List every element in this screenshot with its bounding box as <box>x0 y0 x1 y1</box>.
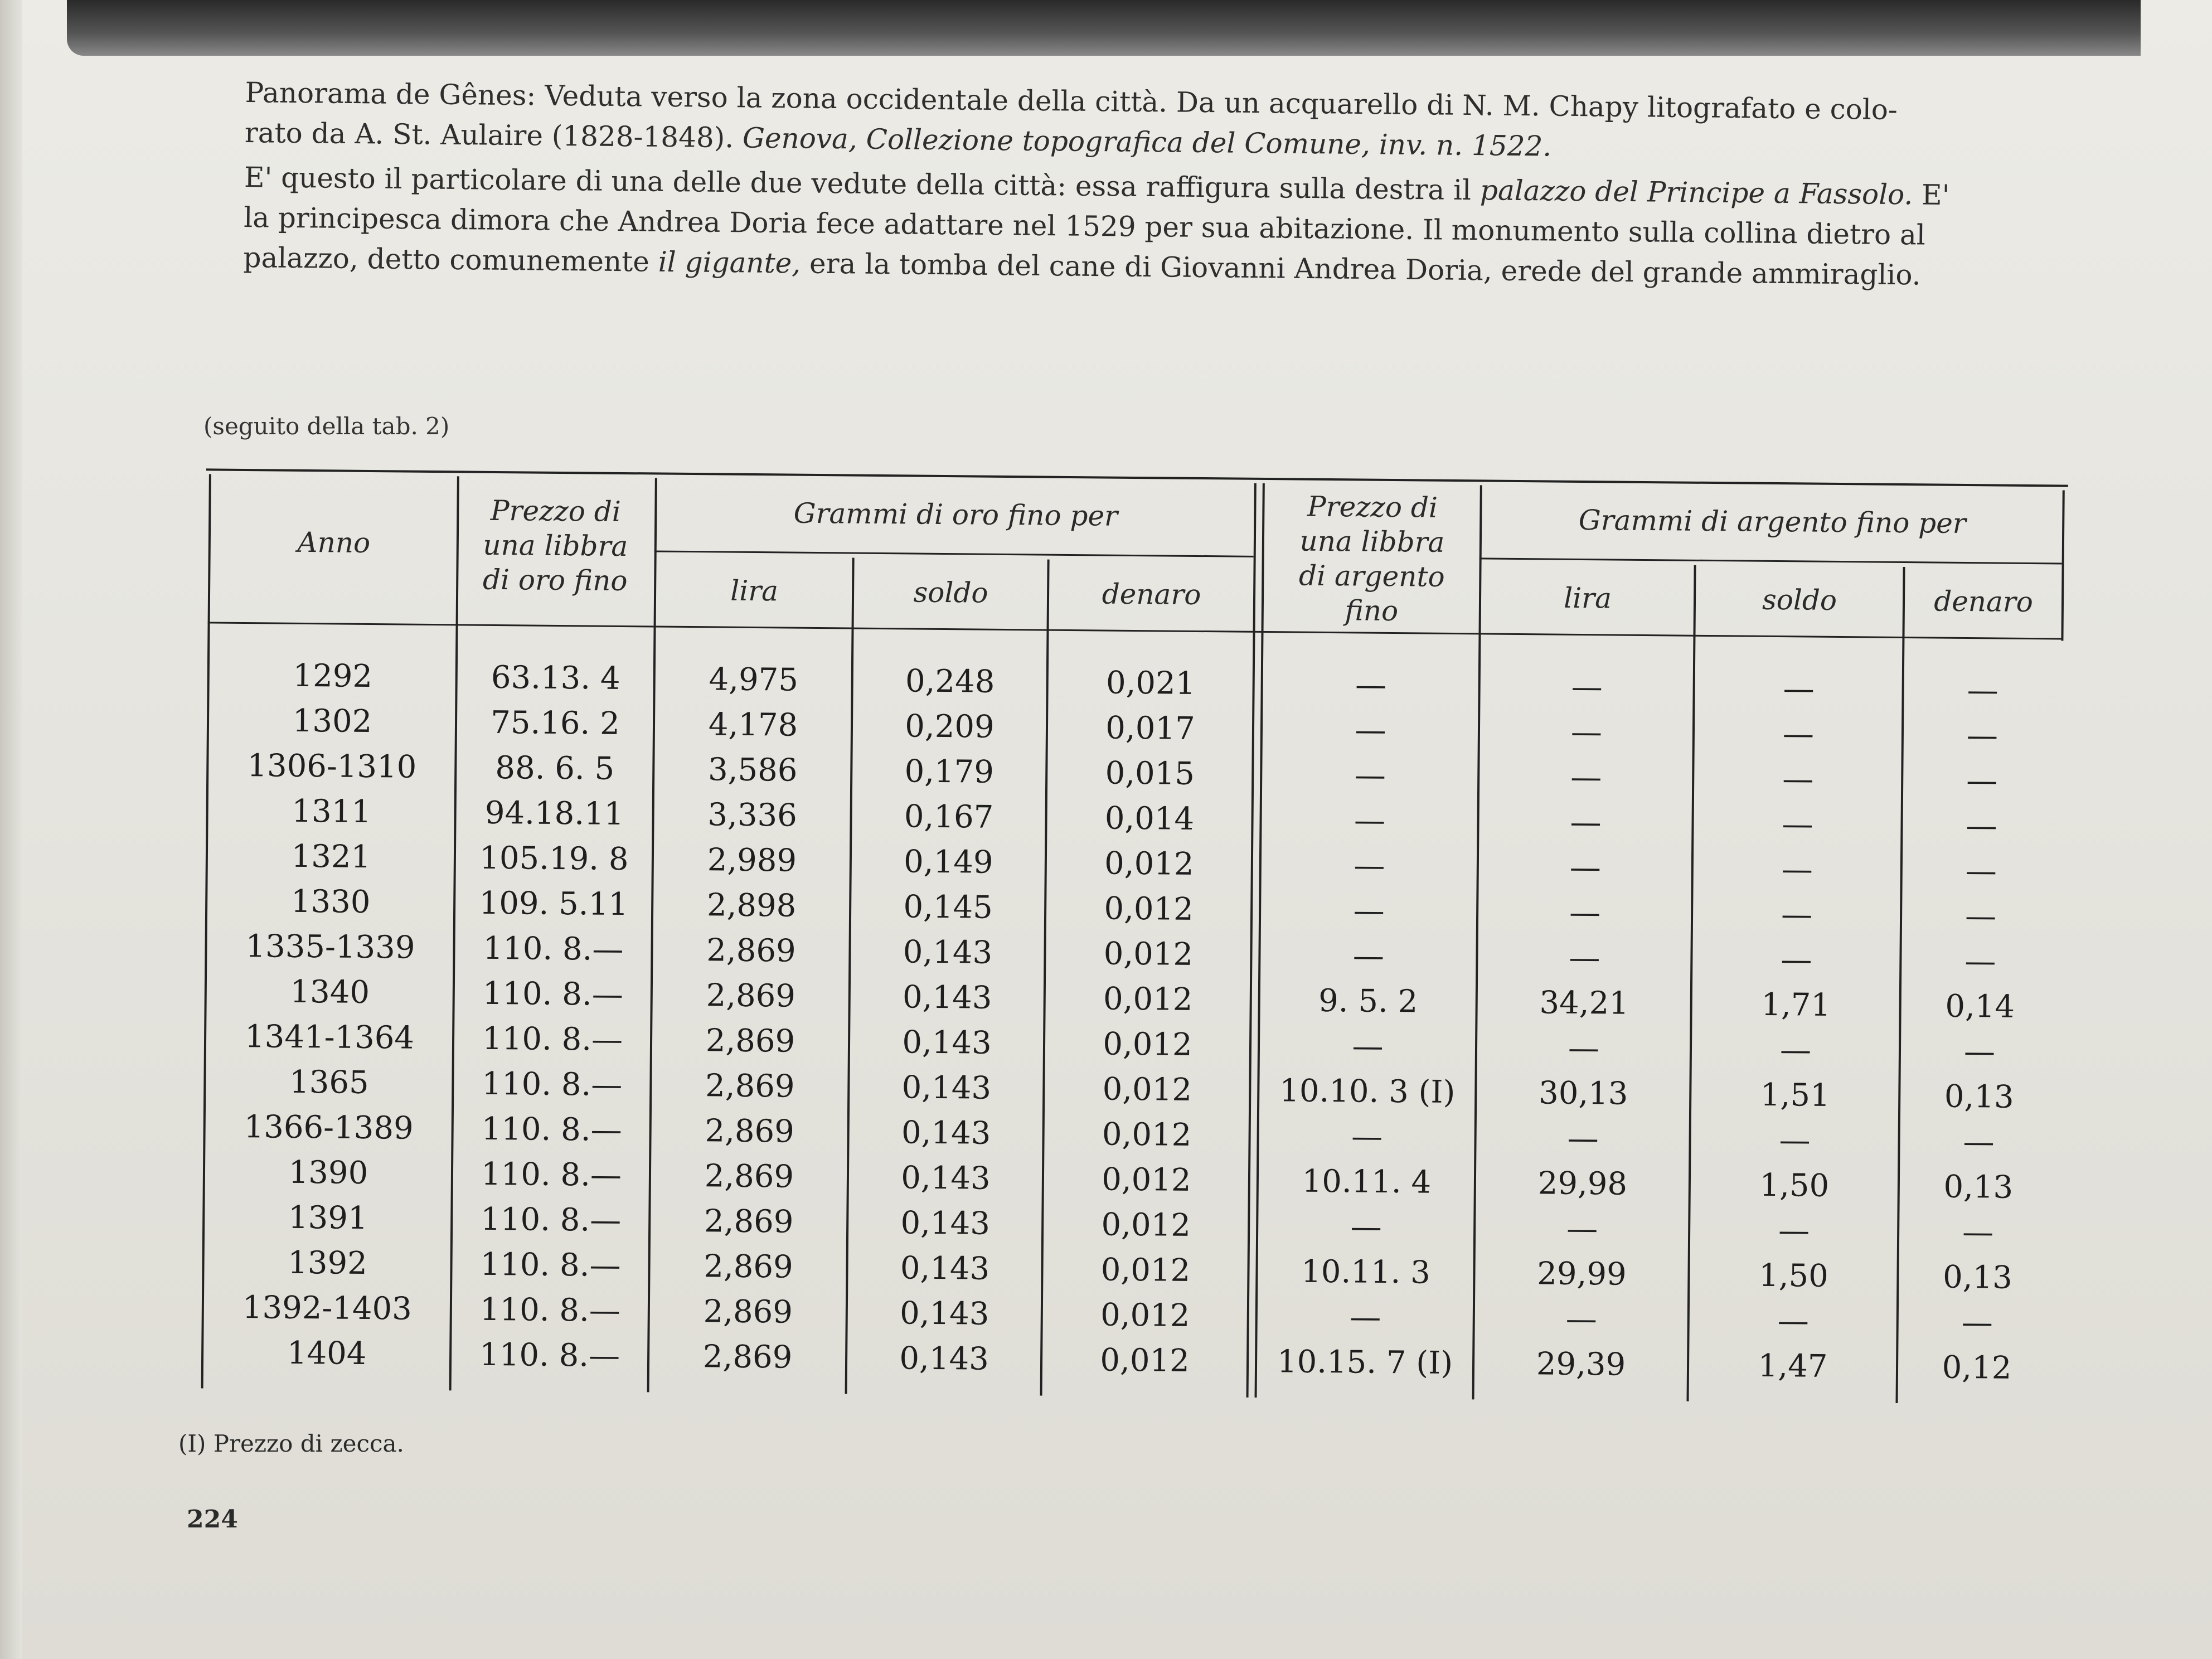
header-anno: Anno <box>297 526 371 560</box>
table-cell-gold_price: 110. 8.— <box>482 975 624 1013</box>
column-gold-denaro <box>1043 660 1253 1384</box>
table-cell-silver_lira: — <box>1565 1301 1598 1338</box>
table-cell-anno: 1292 <box>293 657 373 695</box>
table-cell-anno: 1366-1389 <box>244 1109 414 1147</box>
table-cell-gold_lira: 3,336 <box>707 797 798 834</box>
table-cell-anno: 1404 <box>287 1335 367 1372</box>
table-cell-gold_denaro: 0,012 <box>1101 1161 1191 1199</box>
table-cell-gold_denaro: 0,012 <box>1100 1342 1190 1379</box>
table-cell-anno: 1341-1364 <box>244 1018 415 1056</box>
table-cell-gold_denaro: 0,012 <box>1101 1206 1191 1244</box>
table-cell-silver_denaro: 0,12 <box>1942 1349 2012 1386</box>
table-cell-silver_price: 10.11. 4 <box>1302 1163 1432 1201</box>
table-cell-gold_lira: 2,869 <box>704 1203 794 1240</box>
column-silver-price <box>1258 662 1478 1386</box>
table-cell-gold_lira: 2,869 <box>704 1248 793 1286</box>
table-cell-gold_price: 110. 8.— <box>480 1246 621 1284</box>
table-cell-gold_denaro: 0,012 <box>1102 1116 1192 1153</box>
table-cell-silver_soldo: 1,50 <box>1759 1167 1830 1204</box>
table-cell-gold_soldo: 0,143 <box>900 1160 991 1197</box>
table-cell-gold_price: 109. 5.11 <box>479 885 629 923</box>
table-cell-silver_denaro: — <box>1967 672 1998 709</box>
table-cell-gold_soldo: 0,145 <box>903 889 993 926</box>
table-cell-gold_lira: 2,869 <box>705 1022 795 1060</box>
table-cell-silver_denaro: — <box>1966 763 1998 799</box>
header-gold-price: Prezzo di una libbra di oro fino <box>482 494 628 598</box>
table-cell-anno: 1391 <box>288 1199 368 1237</box>
table-cell-silver_denaro: 0,13 <box>1943 1168 2014 1206</box>
table-cell-gold_soldo: 0,248 <box>905 663 995 700</box>
table-cell-silver_soldo: 1,50 <box>1758 1257 1829 1294</box>
table-cell-gold_lira: 2,869 <box>703 1293 793 1331</box>
table-cell-silver_price: — <box>1350 1299 1381 1336</box>
table-cell-gold_soldo: 0,143 <box>899 1295 989 1332</box>
table-cell-silver_price: — <box>1352 938 1385 974</box>
table-cell-silver_denaro: 0,13 <box>1942 1259 2013 1296</box>
table-cell-gold_price: 110. 8.— <box>479 1291 621 1329</box>
table-cell-gold_denaro: 0,021 <box>1105 664 1196 702</box>
table-cell-silver_lira: 29,39 <box>1536 1346 1626 1383</box>
table-cell-silver_lira: 34,21 <box>1539 984 1629 1022</box>
table-cell-gold_lira: 2,869 <box>704 1158 794 1195</box>
table-cell-gold_soldo: 0,209 <box>905 708 995 745</box>
column-silver-denaro <box>1899 667 2061 1391</box>
table-cell-silver_denaro: 0,14 <box>1945 988 2015 1025</box>
table-cell-silver_lira: 29,98 <box>1537 1165 1628 1202</box>
header-silver-lira: lira <box>1563 581 1612 615</box>
table-cell-silver_denaro: — <box>1966 717 1998 754</box>
table-cell-gold_lira: 4,178 <box>708 706 798 744</box>
table-cell-silver_soldo: — <box>1782 806 1813 843</box>
table-cell-gold_soldo: 0,143 <box>902 1024 992 1061</box>
table-cell-anno: 1330 <box>290 883 371 921</box>
caption-line-3: E' questo il particolare di una delle due vedute della città: essa raffigura sulla destra il palazzo del Principe a Fassolo. E' <box>244 161 1950 212</box>
table-cell-silver_price: — <box>1351 1118 1383 1155</box>
table-cell-gold_price: 110. 8.— <box>481 1156 622 1194</box>
table-cell-gold_price: 110. 8.— <box>481 1110 622 1148</box>
header-bottom-rule <box>208 622 2061 639</box>
table-cell-silver_lira: — <box>1569 849 1602 886</box>
table-cell-gold_denaro: 0,012 <box>1103 935 1194 973</box>
table-cell-anno: 1321 <box>291 838 371 876</box>
table-cell-silver_lira: — <box>1571 668 1603 706</box>
table-cell-gold_soldo: 0,143 <box>902 979 992 1016</box>
table-cell-silver_price: — <box>1352 1028 1384 1065</box>
table-cell-gold_price: 94.18.11 <box>484 794 624 832</box>
table-cell-silver_price: — <box>1353 892 1385 929</box>
footnote: (I) Prezzo di zecca. <box>178 1430 404 1457</box>
table-cell-silver_denaro: — <box>1965 853 1997 890</box>
table-cell-silver_price: — <box>1354 757 1386 794</box>
table-cell-anno: 1365 <box>289 1064 369 1102</box>
table-cell-gold_denaro: 0,012 <box>1102 1071 1192 1108</box>
table-cell-silver_soldo: 1,51 <box>1760 1076 1830 1114</box>
table-cell-gold_denaro: 0,012 <box>1100 1297 1190 1334</box>
table-cell-gold_price: 110. 8.— <box>481 1201 622 1239</box>
table-cell-gold_soldo: 0,167 <box>904 798 994 836</box>
table-cell-gold_price: 63.13. 4 <box>491 659 620 697</box>
table-cell-anno: 1392 <box>288 1244 368 1282</box>
table-cell-gold_soldo: 0,143 <box>900 1250 990 1287</box>
table-cell-gold_denaro: 0,012 <box>1103 981 1193 1018</box>
header-gold-soldo: soldo <box>913 576 988 609</box>
table-cell-gold_lira: 2,869 <box>702 1338 793 1376</box>
table-cell-gold_soldo: 0,179 <box>904 753 995 790</box>
caption-line-1: Panorama de Gênes: Veduta verso la zona occidentale della città. Da un acquarello di N. M. Chapy litografato e colo- <box>245 76 1898 127</box>
table-cell-gold_denaro: 0,017 <box>1105 710 1195 747</box>
data-table <box>169 468 2074 1488</box>
table-cell-silver_soldo: — <box>1782 716 1815 753</box>
table-cell-gold_soldo: 0,143 <box>903 934 993 971</box>
table-cell-gold_denaro: 0,014 <box>1104 800 1195 837</box>
header-silver-denaro: denaro <box>1933 585 2034 619</box>
caption-line-2: rato da A. St. Aulaire (1828-1848). Genova, Collezione topografica del Comune, inv. n. 1522. <box>244 116 1552 163</box>
table-cell-gold_price: 110. 8.— <box>482 1020 623 1058</box>
header-gold-group: Grammi di oro fino per <box>793 497 1118 532</box>
column-silver-soldo <box>1690 666 1902 1390</box>
table-cell-gold_denaro: 0,012 <box>1100 1251 1191 1289</box>
table-cell-silver_soldo: 1,47 <box>1758 1347 1828 1385</box>
table-cell-silver_price: 9. 5. 2 <box>1318 982 1418 1020</box>
table-cell-gold_denaro: 0,012 <box>1104 890 1194 928</box>
column-anno <box>204 653 455 1377</box>
header-silver-price: Prezzo di una libbra di argento fino <box>1298 490 1445 628</box>
table-cell-gold_price: 110. 8.— <box>483 930 624 968</box>
table-cell-gold_lira: 2,869 <box>705 1113 795 1150</box>
column-gold-lira <box>650 656 851 1380</box>
table-cell-silver_price: 10.11. 3 <box>1301 1253 1431 1291</box>
table-cell-gold_soldo: 0,143 <box>900 1205 991 1242</box>
table-cell-gold_denaro: 0,012 <box>1103 1026 1192 1063</box>
table-cell-gold_soldo: 0,143 <box>901 1114 991 1152</box>
header-gold-lira: lira <box>730 574 779 608</box>
table-cell-silver_soldo: — <box>1783 671 1815 707</box>
gold-group-rule <box>654 550 1254 557</box>
table-cell-gold_lira: 2,869 <box>705 1068 795 1105</box>
table-cell-silver_soldo: — <box>1779 1032 1812 1069</box>
table-cell-silver_soldo: 1,71 <box>1761 986 1831 1023</box>
table-cell-silver_soldo: — <box>1782 761 1814 798</box>
table-cell-gold_denaro: 0,012 <box>1104 845 1194 882</box>
table-cell-silver_denaro: — <box>1961 1304 1993 1341</box>
table-cell-gold_soldo: 0,143 <box>901 1069 992 1107</box>
table-cell-silver_denaro: — <box>1964 898 1997 935</box>
table-continuation-label: (seguito della tab. 2) <box>203 413 450 440</box>
column-gold-soldo <box>848 658 1046 1382</box>
table-cell-gold_lira: 2,869 <box>706 977 796 1015</box>
table-cell-silver_price: — <box>1355 712 1386 749</box>
lithograph-plate-image <box>67 0 2141 56</box>
table-cell-silver_lira: 29,99 <box>1537 1255 1627 1293</box>
table-cell-silver_price: — <box>1354 847 1385 884</box>
table-cell-silver_denaro: — <box>1963 1123 1995 1161</box>
header-silver-soldo: soldo <box>1762 583 1837 617</box>
table-cell-anno: 1392-1403 <box>242 1289 413 1327</box>
table-cell-silver_lira: 30,13 <box>1538 1075 1628 1112</box>
table-cell-silver_lira: — <box>1569 894 1601 932</box>
table-cell-silver_denaro: — <box>1963 1033 1996 1070</box>
table-cell-gold_lira: 2,869 <box>706 932 796 969</box>
table-cell-silver_soldo: — <box>1781 851 1813 888</box>
table-cell-silver_lira: — <box>1568 1030 1600 1067</box>
table-cell-silver_soldo: — <box>1777 1303 1810 1340</box>
header-gold-denaro: denaro <box>1102 578 1201 612</box>
table-cell-silver_soldo: — <box>1781 942 1812 978</box>
table-cell-gold_price: 88. 6. 5 <box>495 749 615 787</box>
table-cell-gold_price: 110. 8.— <box>482 1065 623 1103</box>
table-cell-anno: 1306-1310 <box>247 748 417 785</box>
table-cell-silver_soldo: — <box>1779 1122 1811 1159</box>
table-cell-anno: 1340 <box>290 973 370 1011</box>
caption-line-4: la principesca dimora che Andrea Doria fece adattare nel 1529 per sua abitazione. Il monumento sulla collina dietro al <box>243 201 1926 251</box>
page-number: 224 <box>187 1505 238 1534</box>
table-cell-silver_lira: — <box>1567 1120 1599 1157</box>
table-cell-silver_denaro: — <box>1962 1214 1994 1251</box>
table-cell-gold_price: 110. 8.— <box>479 1336 620 1374</box>
column-gold-price <box>452 654 653 1379</box>
table-cell-gold_lira: 4,975 <box>709 661 799 698</box>
table-cell-silver_lira: — <box>1569 939 1600 977</box>
page-margin-edge <box>0 0 22 1659</box>
table-cell-anno: 1335-1339 <box>245 928 415 966</box>
table-cell-silver_lira: — <box>1566 1210 1598 1248</box>
header-silver-group: Grammi di argento fino per <box>1578 503 1966 540</box>
table-cell-gold_lira: 2,989 <box>707 842 797 879</box>
table-cell-silver_lira: — <box>1570 804 1602 841</box>
table-cell-anno: 1302 <box>292 702 372 740</box>
table-cell-gold_soldo: 0,143 <box>899 1340 989 1377</box>
table-cell-gold_soldo: 0,149 <box>903 843 993 881</box>
table-cell-silver_price: 10.10. 3 (I) <box>1279 1073 1456 1111</box>
table-cell-anno: 1311 <box>292 793 372 831</box>
silver-group-rule <box>1479 557 2062 564</box>
caption-line-5: palazzo, detto comunemente il gigante, era la tomba del cane di Giovanni Andrea Doria, erede del grande ammiraglio. <box>243 241 1921 292</box>
table-cell-silver_price: — <box>1354 802 1386 839</box>
table-cell-silver_soldo: — <box>1781 896 1813 933</box>
column-silver-lira <box>1475 663 1693 1388</box>
table-cell-silver_denaro: 0,13 <box>1944 1078 2014 1115</box>
table-cell-gold_lira: 2,898 <box>706 887 797 924</box>
table-cell-anno: 1390 <box>288 1154 368 1192</box>
table-cell-gold_price: 75.16. 2 <box>490 704 620 742</box>
table-top-rule <box>206 468 2068 487</box>
table-cell-silver_lira: — <box>1570 714 1603 751</box>
table-cell-silver_denaro: — <box>1964 943 1996 980</box>
table-cell-silver_price: — <box>1350 1209 1382 1245</box>
table-cell-silver_soldo: — <box>1778 1212 1810 1249</box>
table-cell-silver_price: 10.15. 7 (I) <box>1277 1343 1453 1382</box>
table-cell-silver_price: — <box>1355 667 1387 704</box>
table-cell-silver_denaro: — <box>1966 808 1997 845</box>
table-cell-gold_lira: 3,586 <box>707 751 798 789</box>
table-cell-gold_denaro: 0,015 <box>1105 755 1195 792</box>
table-cell-silver_lira: — <box>1570 759 1602 796</box>
table-cell-gold_price: 105.19. 8 <box>479 840 629 878</box>
figure-caption <box>243 72 2085 297</box>
